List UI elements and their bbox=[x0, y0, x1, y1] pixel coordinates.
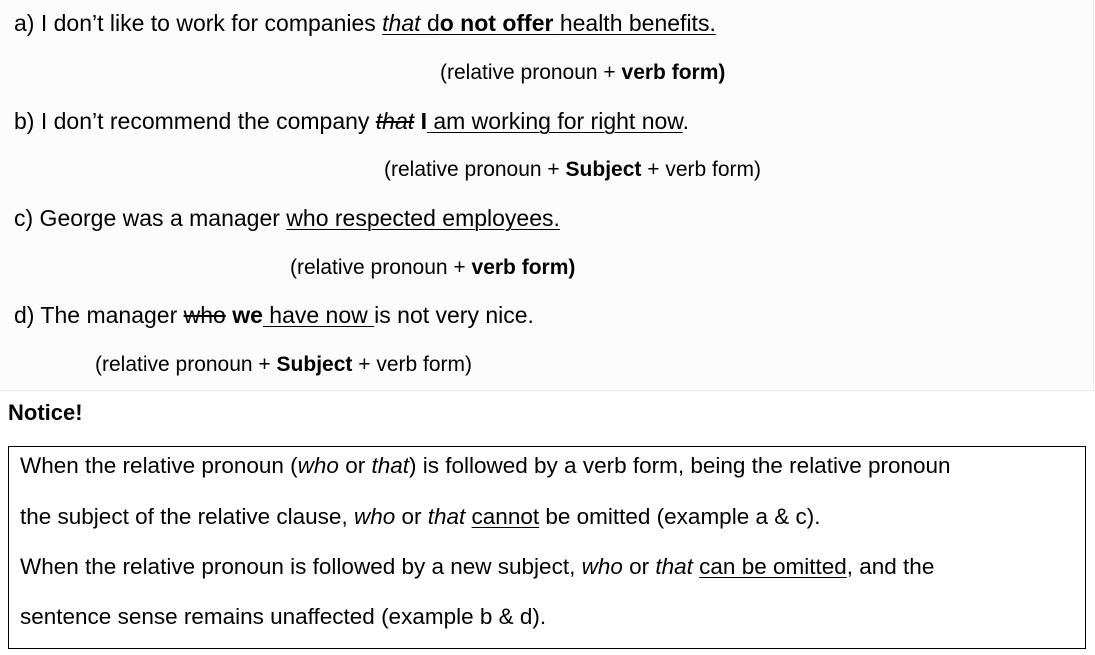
example-a-hint-bold: verb form) bbox=[621, 61, 726, 84]
example-b-hint-text: (relative pronoun + bbox=[384, 158, 566, 181]
notice-line-1-or: or bbox=[338, 453, 372, 478]
notice-line-3-that: that bbox=[655, 554, 693, 579]
example-b-text: b) I don’t recommend the company bbox=[14, 108, 376, 134]
example-b-subject: I bbox=[420, 108, 427, 134]
notice-box bbox=[8, 446, 1086, 649]
notice-line-1-rest: ) is followed by a verb form, being the relative pronoun bbox=[409, 453, 951, 478]
notice-line-3-text: When the relative pronoun is followed by a new subject, bbox=[20, 554, 582, 579]
notice-line-2-that: that bbox=[427, 504, 466, 529]
example-b-hint-post: + verb form) bbox=[641, 158, 762, 181]
example-c-hint-text: (relative pronoun + bbox=[290, 256, 472, 279]
example-d-hint-post: + verb form) bbox=[352, 353, 473, 376]
example-a-clause bbox=[382, 10, 716, 36]
example-a-hint bbox=[440, 60, 725, 86]
notice-line-2-rest: be omitted (example a & c). bbox=[539, 504, 821, 529]
example-a-text: a) I don’t like to work for companies bbox=[14, 10, 383, 36]
example-b-hint bbox=[384, 157, 761, 183]
example-a-pronoun: that bbox=[382, 10, 421, 36]
example-b-sentence bbox=[14, 107, 689, 135]
example-d-hint-text: (relative pronoun + bbox=[95, 353, 277, 376]
notice-line-1-text: When the relative pronoun ( bbox=[20, 453, 298, 478]
example-b-clause: am working for right now bbox=[426, 108, 683, 134]
notice-line-3-rest: , and the bbox=[846, 554, 935, 579]
notice-title: Notice! bbox=[8, 400, 83, 425]
example-d-clause: have now bbox=[262, 302, 375, 328]
notice-line-2 bbox=[20, 503, 820, 531]
example-c-text: c) George was a manager bbox=[14, 205, 287, 231]
example-d-sentence bbox=[14, 301, 534, 329]
example-d-subject: we bbox=[232, 302, 263, 328]
example-d-hint-bold: Subject bbox=[276, 353, 353, 376]
example-d-text: d) The manager bbox=[14, 302, 184, 328]
notice-line-3 bbox=[20, 553, 934, 581]
example-b-hint-bold: Subject bbox=[565, 158, 642, 181]
example-a-verb-lead: d bbox=[426, 10, 440, 36]
example-b-pronoun-struck: that bbox=[375, 108, 415, 134]
notice-line-2-cannot: cannot bbox=[471, 504, 540, 529]
notice-line-3-or: or bbox=[622, 554, 656, 579]
notice-line-2-who: who bbox=[353, 504, 396, 529]
notice-line-3-who: who bbox=[581, 554, 623, 579]
example-d-pronoun-struck: who bbox=[183, 302, 226, 328]
notice-line-1-who: who bbox=[297, 453, 339, 478]
notice-line-4: sentence sense remains unaffected (example b & d). bbox=[20, 604, 547, 629]
example-a-verb: o not offer bbox=[439, 10, 554, 36]
example-c-hint bbox=[290, 255, 575, 281]
example-c-clause: who respected employees. bbox=[286, 205, 560, 231]
example-a-rest: health benefits. bbox=[553, 10, 716, 36]
notice-line-2-text: the subject of the relative clause, bbox=[20, 504, 354, 529]
example-c-hint-bold: verb form) bbox=[471, 256, 576, 279]
example-a-hint-text: (relative pronoun + bbox=[440, 61, 622, 84]
notice-line-1 bbox=[20, 452, 951, 480]
example-c-sentence bbox=[14, 204, 560, 232]
example-a-sentence bbox=[14, 9, 716, 37]
example-d-hint bbox=[95, 352, 472, 378]
example-d-end: is not very nice. bbox=[374, 302, 534, 328]
notice-line-1-that: that bbox=[371, 453, 409, 478]
example-b-end: . bbox=[682, 108, 690, 134]
notice-line-2-or: or bbox=[395, 504, 428, 529]
notice-line-3-can-be-omitted: can be omitted bbox=[699, 554, 847, 579]
